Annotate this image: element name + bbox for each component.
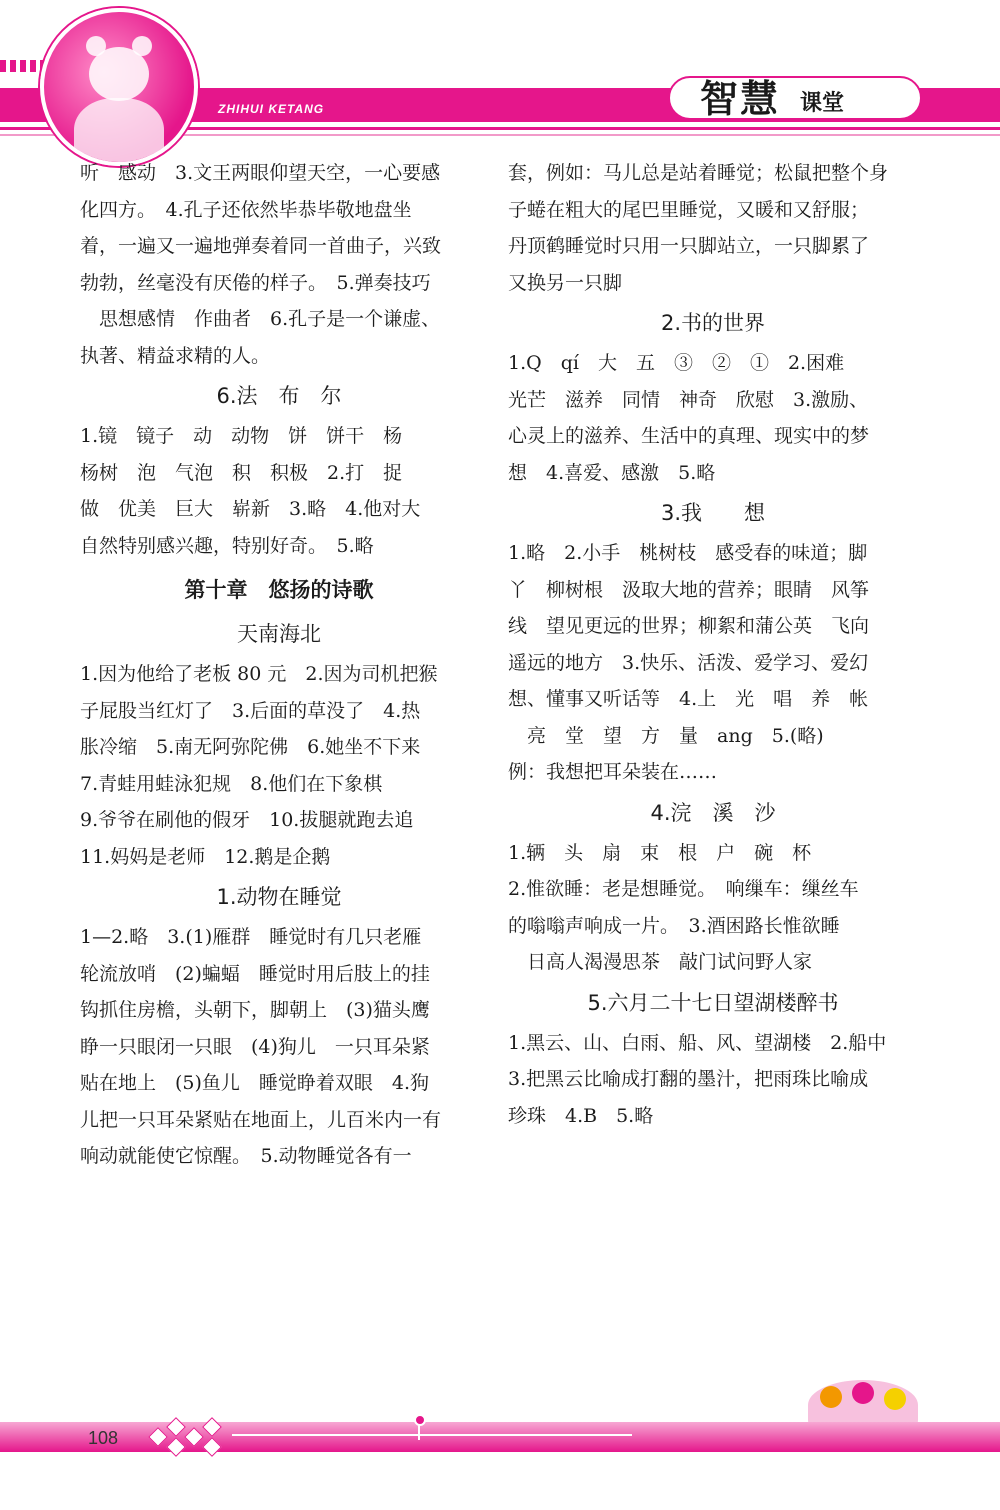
answer-block-woxiang	[508, 535, 918, 791]
text-line: 9.爷爷在刷他的假牙 10.拔腿就跑去追	[80, 809, 414, 831]
footer-pin-icon	[414, 1414, 426, 1426]
section-heading-tiannan: 天南海北	[237, 622, 321, 646]
text-line: 1.辆 头 扇 束 根 户 碗 杯	[508, 841, 812, 864]
section-heading-liuyue: 5.六月二十七日望湖楼醉书	[587, 990, 839, 1015]
text-line: 子屁股当红灯了 3.后面的草没了 4.热	[80, 699, 421, 722]
brand-title-main: 智慧	[700, 77, 781, 121]
text-line: 7.青蛙用蛙泳犯规 8.他们在下象棋	[80, 772, 383, 795]
text-line: 亮 堂 望 方 量 ang 5.(略)	[508, 724, 824, 747]
text-line: 11.妈妈是老师 12.鹅是企鹅	[80, 845, 331, 868]
text-line: 1.因为他给了老板 80 元 2.因为司机把猴	[80, 663, 438, 685]
text-line: 珍珠 4.B 5.略	[508, 1104, 654, 1127]
page-number: 108	[88, 1428, 119, 1448]
text-line: 套，例如：马儿总是站着睡觉；松鼠把整个身	[508, 162, 889, 184]
text-line: 执著、精益求精的人。	[80, 344, 271, 367]
answer-block-huanxisha	[508, 835, 918, 981]
footer-rule	[232, 1434, 632, 1436]
text-line: 2.惟欲睡：老是想睡觉。 响缫车：缫丝车	[508, 878, 859, 900]
text-line: 丹顶鹤睡觉时只用一只脚站立，一只脚累了	[508, 235, 870, 257]
answer-block-liuyue	[508, 1025, 918, 1135]
text-line: 思想感情 作曲者 6.孔子是一个谦虚、	[80, 308, 441, 330]
text-line: 遥远的地方 3.快乐、活泼、爱学习、爱幻	[508, 651, 869, 674]
text-line: 自然特别感兴趣，特别好奇。 5.略	[80, 534, 374, 557]
text-line: 丫 柳树根 汲取大地的营养；眼睛 风筝	[508, 578, 870, 601]
text-line: 3.把黑云比喻成打翻的墨汁，把雨珠比喻成	[508, 1068, 869, 1090]
text-line: 例：我想把耳朵装在……	[508, 761, 718, 783]
text-line: 1.略 2.小手 桃树枝 感受春的味道；脚	[508, 542, 868, 564]
text-line: 1.镜 镜子 动 动物 饼 饼干 杨	[80, 425, 403, 447]
text-line: 想、懂事又听话等 4.上 光 唱 养 帐	[508, 688, 869, 710]
text-line: 杨树 泡 气泡 积 积极 2.打 捉	[80, 461, 403, 484]
text-line: 儿把一只耳朵紧贴在地面上，儿百米内一有	[80, 1108, 442, 1131]
text-line: 钩抓住房檐，头朝下，脚朝上 (3)猫头鹰	[80, 999, 430, 1021]
text-line: 胀冷缩 5.南无阿弥陀佛 6.她坐不下来	[80, 736, 421, 758]
brand-title-small: 课堂	[800, 91, 845, 116]
section-heading-huanxisha: 4.浣 溪 沙	[650, 800, 776, 825]
text-line: 响动就能使它惊醒。 5.动物睡觉各有一	[80, 1145, 412, 1167]
text-line: 做 优美 巨大 崭新 3.略 4.他对大	[80, 498, 421, 520]
text-line: 1.黑云、山、白雨、船、风、望湖楼 2.船中	[508, 1031, 887, 1054]
answer-block-shu	[508, 345, 918, 491]
left-column	[80, 155, 478, 1175]
text-line: 着，一遍又一遍地弹奏着同一首曲子，兴致	[80, 235, 442, 257]
pooh-bear-icon	[40, 8, 198, 166]
text-line: 化四方。 4.孔子还依然毕恭毕敬地盘坐	[80, 198, 412, 221]
text-line: 1.Q qí 大 五 ③ ② ① 2.困难	[508, 352, 845, 374]
answer-block-sleep-continued	[508, 155, 918, 301]
text-line: 轮流放哨 (2)蝙蝠 睡觉时用后肢上的挂	[80, 962, 430, 985]
text-line: 想 4.喜爱、感激 5.略	[508, 461, 716, 484]
answer-block-faboer	[80, 418, 478, 564]
text-line: 心灵上的滋养、生活中的真理、现实中的梦	[508, 425, 870, 447]
text-line: 光芒 滋养 同情 神奇 欣慰 3.激励、	[508, 388, 869, 411]
text-line: 1—2.略 3.(1)雁群 睡觉时有几只老雁	[80, 926, 422, 948]
chapter-heading: 第十章 悠扬的诗歌	[184, 577, 374, 602]
text-line: 听 感动 3.文王两眼仰望天空，一心要感	[80, 162, 441, 184]
right-column	[508, 155, 918, 1134]
header-subtitle: ZHIHUI KETANG	[218, 102, 325, 116]
text-line: 贴在地上 (5)鱼儿 睡觉睁着双眼 4.狗	[80, 1072, 430, 1094]
text-line: 勃勃，丝毫没有厌倦的样子。 5.弹奏技巧	[80, 271, 431, 294]
section-heading-dongwu: 1.动物在睡觉	[216, 885, 342, 909]
answer-block-dongwu	[80, 919, 478, 1175]
answer-block-tiannan	[80, 656, 478, 875]
text-line: 的嗡嗡声响成一片。 3.酒困路长惟欲睡	[508, 914, 840, 937]
section-heading-woxiang: 3.我 想	[660, 501, 766, 525]
section-heading-faboer: 6.法 布 尔	[216, 384, 342, 408]
text-line: 又换另一只脚	[508, 271, 623, 294]
text-line: 日高人渴漫思茶 敲门试问野人家	[508, 951, 813, 973]
answer-block-wenwang	[80, 155, 478, 374]
text-line: 睁一只眼闭一只眼 (4)狗儿 一只耳朵紧	[80, 1035, 430, 1058]
text-line: 子蜷在粗大的尾巴里睡觉，又暖和又舒服；	[508, 198, 870, 221]
section-heading-shu: 2.书的世界	[660, 311, 766, 335]
text-line: 线 望见更远的世界；柳絮和蒲公英 飞向	[508, 615, 870, 637]
